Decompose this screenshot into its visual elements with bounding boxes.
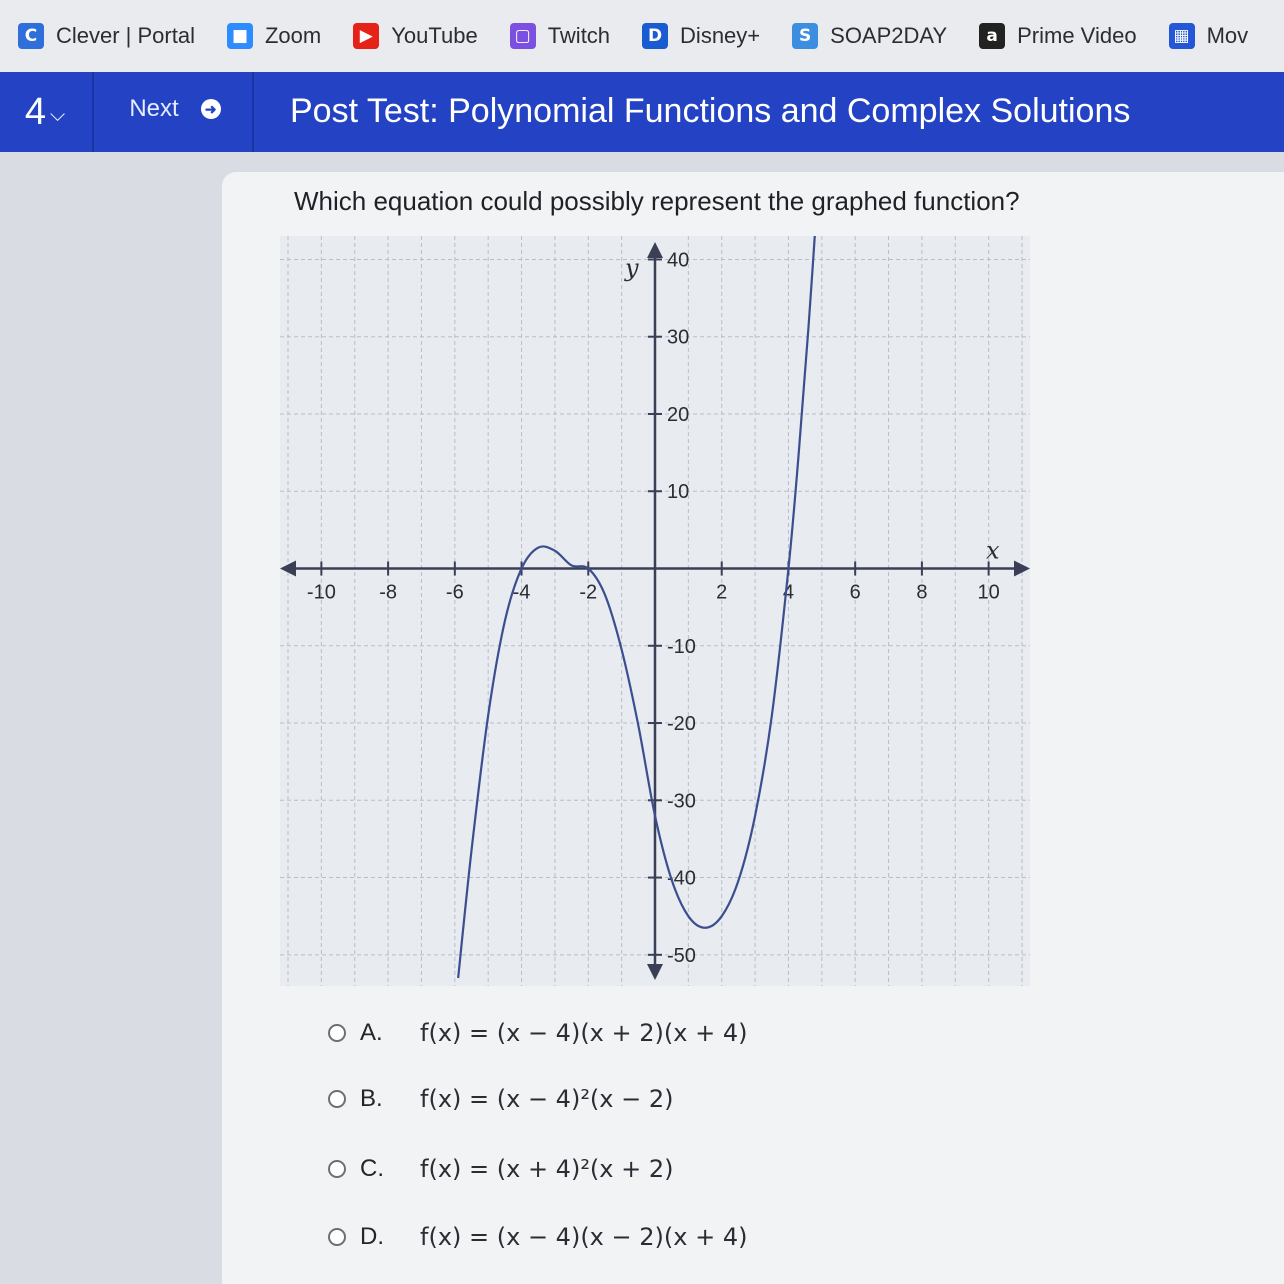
disney-icon: D	[642, 23, 668, 49]
x-tick-label: -8	[379, 581, 397, 604]
x-tick-label: 8	[916, 581, 928, 604]
bookmark-label: YouTube	[391, 23, 478, 48]
bookmark-youtube[interactable]	[353, 23, 477, 49]
x-tick-label: -2	[579, 581, 598, 604]
option-equation: f(x) = (x − 4)(x − 2)(x + 4)	[420, 1223, 748, 1251]
bookmark-zoom[interactable]	[227, 23, 321, 49]
x-tick-label: 4	[782, 581, 795, 604]
bookmark-label: SOAP2DAY	[830, 23, 948, 48]
bookmark-label: Zoom	[264, 23, 322, 48]
bookmark-soap2day[interactable]	[792, 23, 947, 49]
answer-option-d[interactable]	[320, 1212, 920, 1262]
bookmark-label: Disney+	[680, 23, 761, 48]
radio-button[interactable]	[328, 1228, 346, 1246]
y-tick-label: -10	[667, 635, 696, 658]
y-tick-label: 20	[667, 403, 690, 426]
next-label: Next	[129, 95, 179, 122]
option-letter: B.	[360, 1085, 383, 1112]
bookmarks-bar	[0, 0, 1284, 73]
option-letter: C.	[360, 1155, 384, 1182]
question-number: 4	[24, 90, 46, 133]
amazon-icon: a	[979, 23, 1005, 49]
header-divider	[92, 72, 94, 152]
bookmark-prime-video[interactable]	[979, 23, 1136, 49]
bookmark-label: Mov	[1206, 23, 1249, 48]
bookmark-mov[interactable]	[1169, 23, 1249, 49]
bookmark-disney-[interactable]	[642, 23, 760, 49]
bookmark-label: Prime Video	[1017, 23, 1137, 48]
answer-option-b[interactable]	[320, 1074, 920, 1124]
y-tick-label: 30	[667, 326, 690, 349]
graph-svg	[280, 236, 1030, 986]
zoom-icon: ■	[227, 23, 253, 49]
option-equation: f(x) = (x − 4)²(x − 2)	[420, 1085, 674, 1113]
radio-button[interactable]	[328, 1090, 346, 1108]
bookmark-clever-portal[interactable]	[18, 23, 195, 49]
radio-button[interactable]	[328, 1160, 346, 1178]
y-tick-label: 10	[667, 481, 690, 504]
movies-icon: ▦	[1169, 23, 1195, 49]
twitch-icon: ▢	[510, 23, 536, 49]
y-tick-label: -50	[667, 944, 696, 967]
y-tick-label: -30	[667, 790, 696, 813]
bookmark-twitch[interactable]	[510, 23, 610, 49]
option-equation: f(x) = (x − 4)(x + 2)(x + 4)	[420, 1019, 748, 1047]
youtube-icon: ▶	[353, 23, 379, 49]
bookmark-label: Clever | Portal	[56, 23, 195, 48]
y-axis-label: y	[625, 254, 639, 282]
bookmark-label: Twitch	[547, 23, 611, 48]
y-tick-label: -40	[667, 867, 696, 890]
function-graph	[280, 236, 1030, 986]
y-tick-label: 40	[667, 249, 690, 272]
answer-option-c[interactable]	[320, 1144, 920, 1194]
option-letter: A.	[360, 1019, 383, 1046]
soap2day-icon: S	[792, 23, 818, 49]
radio-button[interactable]	[328, 1024, 346, 1042]
x-tick-label: -10	[306, 581, 336, 604]
x-axis-label: x	[986, 536, 1000, 565]
option-equation: f(x) = (x + 4)²(x + 2)	[420, 1155, 674, 1183]
clever-icon: C	[18, 23, 44, 49]
chevron-down-icon: ⌵	[49, 103, 66, 126]
question-text: Which equation could possibly represent the graphed function?	[294, 186, 1020, 216]
x-tick-label: 10	[977, 581, 1000, 604]
x-tick-label: 2	[716, 581, 728, 604]
header-divider	[252, 72, 254, 152]
x-tick-label: 6	[849, 581, 861, 604]
page-title: Post Test: Polynomial Functions and Complex Solutions	[290, 92, 1131, 130]
option-letter: D.	[360, 1223, 384, 1250]
test-header	[0, 72, 1284, 152]
x-tick-label: -4	[512, 581, 531, 604]
question-number-dropdown[interactable]	[0, 72, 90, 152]
arrow-right-icon: ➜	[201, 99, 221, 119]
next-button[interactable]	[100, 72, 250, 146]
answer-option-a[interactable]	[320, 1008, 920, 1058]
y-tick-label: -20	[667, 713, 696, 736]
x-tick-label: -6	[445, 581, 464, 604]
